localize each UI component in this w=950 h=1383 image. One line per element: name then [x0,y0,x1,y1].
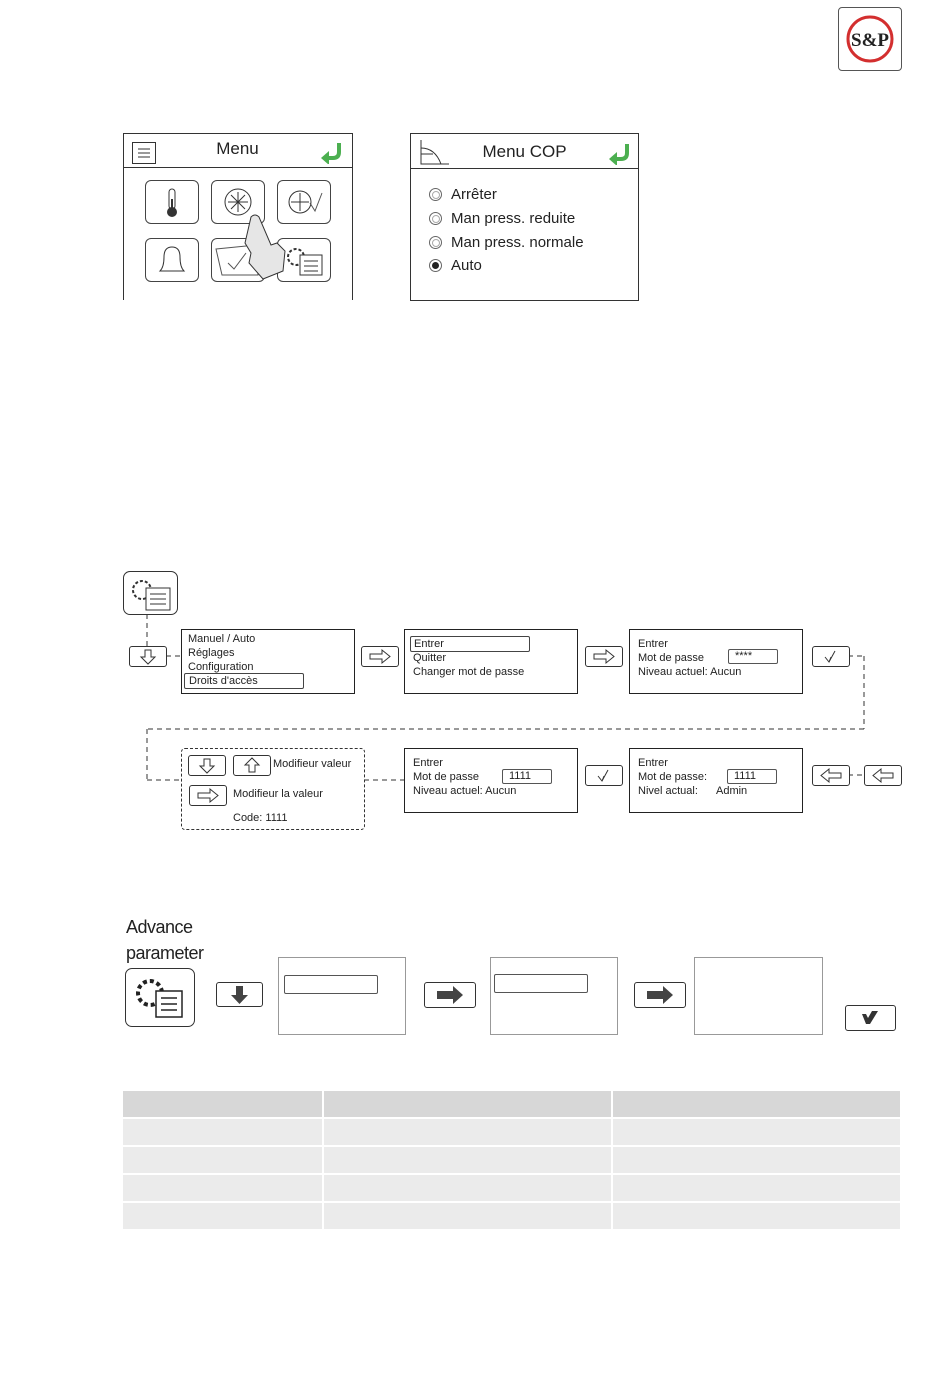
list-item-selected[interactable]: Entrer [410,636,530,652]
list-item[interactable]: Quitter [413,652,447,664]
down-arrow-button[interactable] [188,755,226,776]
table-row [123,1147,900,1173]
selected-row[interactable] [284,975,378,994]
password-entry-box: Entrer Mot de passe **** Niveau actuel: Aucun [629,629,803,694]
option-normal-pressure[interactable]: Man press. normale [429,234,584,251]
list-item[interactable]: Changer mot de passe [413,666,525,678]
list-item[interactable]: Réglages [188,647,235,659]
down-arrow-button[interactable] [129,646,167,667]
table-row [123,1175,900,1201]
advance-settings-icon[interactable] [125,968,195,1027]
menu-cop-title: Menu COP [482,142,567,161]
param-screen-2 [490,957,618,1035]
list-item[interactable]: Configuration [188,661,254,673]
value-modifier-box: Modifieur valeur Modifieur la valeur Code: 1111 [181,748,365,830]
code-text: Code: 1111 [233,812,288,824]
option-auto[interactable]: Auto [429,257,482,274]
settings-icon[interactable] [123,571,178,615]
password-entered-box: Entrer Mot de passe 1111 Niveau actuel: Aucun [404,748,578,813]
param-screen-3 [694,957,823,1035]
password-field[interactable]: 1111 [502,769,552,784]
down-arrow-button-filled[interactable] [216,982,263,1007]
left-arrow-button[interactable] [812,765,850,786]
advance-parameter-label: Advance parameter [126,917,204,963]
confirm-check-button-filled[interactable] [845,1005,896,1031]
left-arrow-button[interactable] [864,765,902,786]
right-arrow-button[interactable] [585,646,623,667]
menu-list-box [181,629,355,694]
table-row [123,1119,900,1145]
list-item[interactable]: Manuel / Auto [188,633,256,645]
logo-text: S&P [851,30,889,51]
table-header-row [123,1091,900,1117]
option-stop[interactable]: Arrêter [429,186,497,203]
password-field[interactable]: **** [728,649,778,664]
param-screen-1 [278,957,406,1035]
right-arrow-button[interactable] [361,646,399,667]
table-row [123,1203,900,1229]
right-arrow-button[interactable] [189,785,227,806]
confirm-check-button[interactable] [585,765,623,786]
list-item-selected[interactable]: Droits d'accès [184,673,304,689]
option-reduced-pressure[interactable]: Man press. reduite [429,210,575,227]
selected-row[interactable] [494,974,588,993]
admin-level-box: Entrer Mot de passe: 1111 Nivel actual: Admin [629,748,803,813]
access-options-box [404,629,578,694]
menu-title: Menu [216,139,259,158]
up-arrow-button[interactable] [233,755,271,776]
confirm-check-button[interactable] [812,646,850,667]
password-field[interactable]: 1111 [727,769,777,784]
right-arrow-button-filled[interactable] [424,982,476,1008]
right-arrow-button-filled[interactable] [634,982,686,1008]
